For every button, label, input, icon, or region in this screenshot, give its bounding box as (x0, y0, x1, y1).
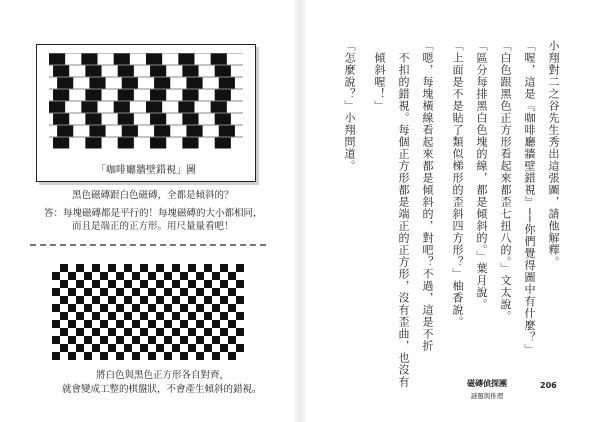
figure1-caption: 「咖啡廳牆壁錯視」圖 (96, 165, 196, 176)
page-number: 206 (540, 381, 557, 390)
figure2-caption-line-2: 就會變成工整的棋盤狀，不會產生傾斜的錯視。 (62, 384, 262, 395)
running-title (462, 378, 512, 400)
dashed-divider (30, 244, 266, 246)
answer-line-1: 答：每塊磁磚都是平行的！每塊磁磚的大小都相同， (44, 208, 263, 219)
text-column-9: 「怎麼說？」小翔問道。 (343, 40, 356, 172)
text-column-4: 「區分每排黑白色塊的線，都是傾斜的。」葉月說。 (475, 40, 488, 311)
text-column-3: 「白色跟黑色正方形看起來都歪七扭八的。」文太說。 (499, 40, 512, 323)
text-column-7: 不扣的錯視。每個正方形都是端正的正方形，沒有歪曲，也沒有 (397, 52, 410, 388)
book-title: 磁磚偵探團 (467, 379, 507, 388)
book-subtitle: 謎題與推理 (470, 392, 504, 400)
text-column-5: 「上面是不是貼了類似梯形的歪斜四方形？」柚香說。 (451, 40, 464, 328)
text-column-1: 小翔對二之谷先生秀出這張圖，請他解釋。 (547, 40, 560, 268)
checkerboard-image (52, 264, 244, 360)
cafe-wall-figure (36, 44, 256, 182)
question-text: 黑色磁磚跟白色磁磚，全都是傾斜的？ (72, 190, 234, 201)
book-gutter (292, 0, 308, 422)
text-column-2: 「喔，這是『咖啡廳牆壁錯視』──你們覺得圖中有什麼？」 (523, 40, 536, 356)
text-column-8: 傾斜喔！」 (373, 52, 386, 112)
text-column-6: 「嗯，每塊橫線看起來都是傾斜的，對吧？不過，這是不折 (421, 40, 434, 352)
answer-line-2: 而且是端正的正方形。用尺量量看吧！ (72, 221, 234, 232)
figure2-caption-line-1: 將白色與黑色正方形各自對齊， (96, 370, 230, 381)
cafe-wall-illusion-image (49, 53, 243, 149)
